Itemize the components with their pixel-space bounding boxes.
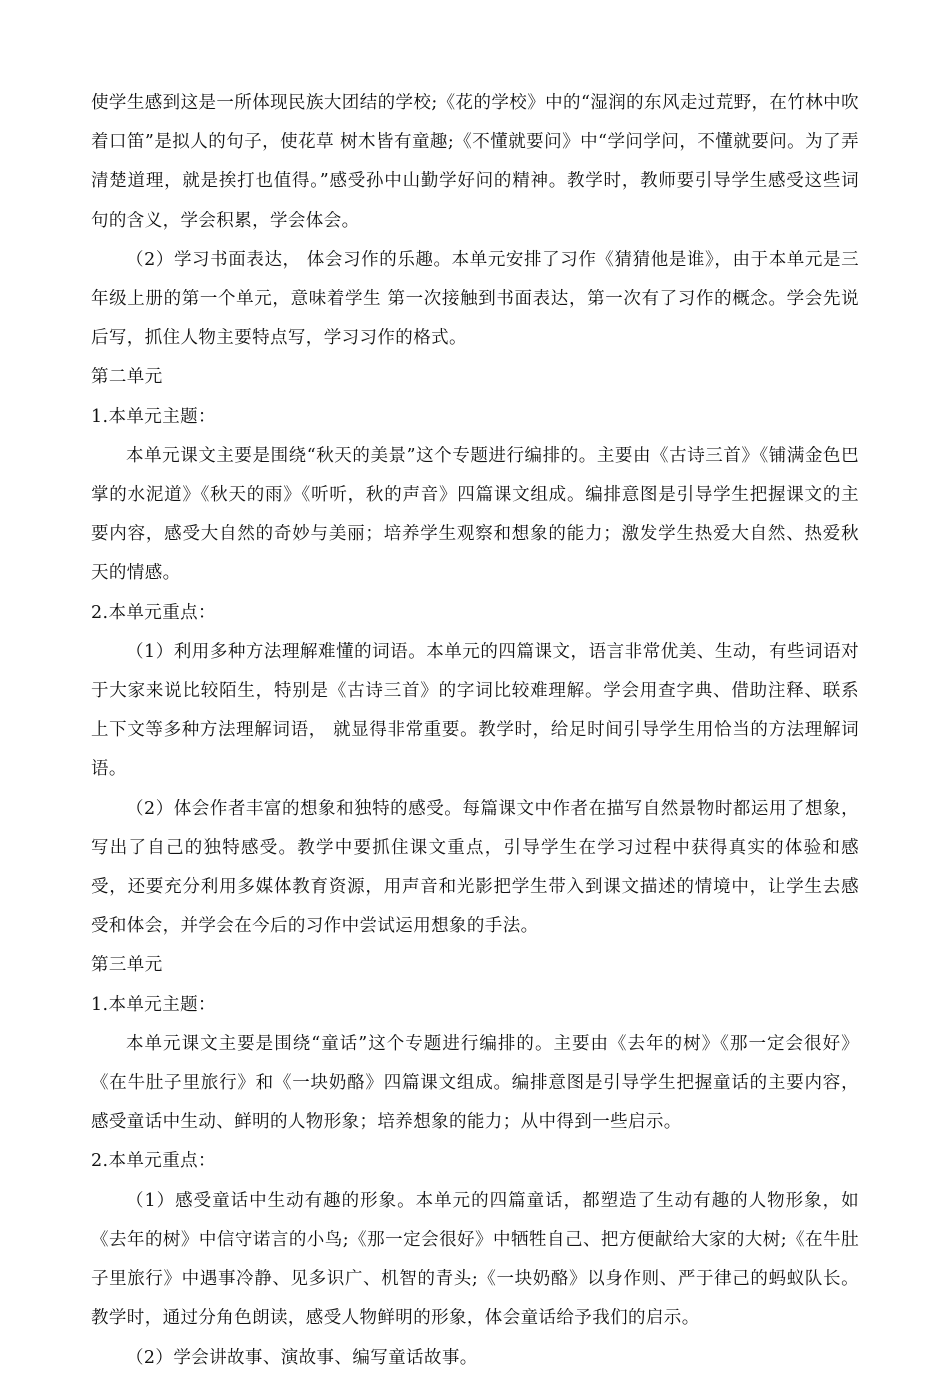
heading-unit2-focus: 2.本单元重点： xyxy=(91,602,216,623)
heading-unit3: 第三单元 xyxy=(91,955,163,976)
paragraph-unit2-theme: 本单元课文主要是围绕“秋天的美景”这个专题进行编排的。主要由《古诗三首》《铺满金色巴掌的水泥道》《秋天的雨》《听听，秋的声音》四篇课文组成。编排意图是引导学生把握课文的主要内容，感受大自然的奇妙与美丽；培养学生观察和想象的能力；激发学生热爱大自然、热爱秋天的情感。 xyxy=(91,445,859,584)
heading-unit2: 第二单元 xyxy=(91,367,163,388)
document-page xyxy=(91,84,859,1378)
heading-unit2-theme: 1.本单元主题： xyxy=(91,406,216,427)
paragraph-unit2-point1: （1）利用多种方法理解难懂的词语。本单元的四篇课文，语言非常优美、生动，有些词语对于大家来说比较陌生，特别是《古诗三首》的字词比较难理解。学会用查字典、借助注释、联系上下文等多种方法理解词语， 就显得非常重要。教学时，给足时间引导学生用恰当的方法理解词语。 xyxy=(91,641,859,780)
paragraph-unit2-point2: （2）体会作者丰富的想象和独特的感受。每篇课文中作者在描写自然景物时都运用了想象，写出了自己的独特感受。教学中要抓住课文重点，引导学生在学习过程中获得真实的体验和感受，还要充分利用多媒体教育资源，用声音和光影把学生带入到课文描述的情境中，让学生去感受和体会，并学会在今后的习作中尝试运用想象的手法。 xyxy=(91,798,859,937)
paragraph-unit3-theme: 本单元课文主要是围绕“童话”这个专题进行编排的。主要由《去年的树》《那一定会很好》《在牛肚子里旅行》和《一块奶酪》四篇课文组成。编排意图是引导学生把握童话的主要内容，感受童话中生动、鲜明的人物形象；培养想象的能力；从中得到一些启示。 xyxy=(91,1033,859,1133)
heading-unit3-focus: 2.本单元重点： xyxy=(91,1151,216,1172)
paragraph-unit1-point2: （2）学习书面表达， 体会习作的乐趣。本单元安排了习作《猜猜他是谁》，由于本单元是三年级上册的第一个单元，意味着学生 第一次接触到书面表达，第一次有了习作的概念。学会先说后写，抓住人物主要特点写，学习习作的格式。 xyxy=(91,249,859,349)
paragraph-unit3-point2: （2）学会讲故事、演故事、编写童话故事。 xyxy=(126,1347,478,1368)
heading-unit3-theme: 1.本单元主题： xyxy=(91,994,216,1015)
paragraph-unit3-point1: （1）感受童话中生动有趣的形象。本单元的四篇童话，都塑造了生动有趣的人物形象，如《去年的树》中信守诺言的小鸟;《那一定会很好》中牺牲自己、把方便献给大家的大树;《在牛肚子里旅行》中遇事冷静、见多识广、机智的青头;《一块奶酪》以身作则、严于律己的蚂蚁队长。教学时，通过分角色朗读，感受人物鲜明的形象，体会童话给予我们的启示。 xyxy=(91,1190,859,1329)
paragraph-unit1-summary: 使学生感到这是一所体现民族大团结的学校;《花的学校》中的“湿润的东风走过荒野，在竹林中吹着口笛”是拟人的句子，使花草 树木皆有童趣;《不懂就要问》中“学问学问，不懂就要问。为了弄清楚道理，就是挨打也值得。”感受孙中山勤学好问的精神。教学时，教师要引导学生感受这些词句的含义，学会积累，学会体会。 xyxy=(91,93,859,231)
